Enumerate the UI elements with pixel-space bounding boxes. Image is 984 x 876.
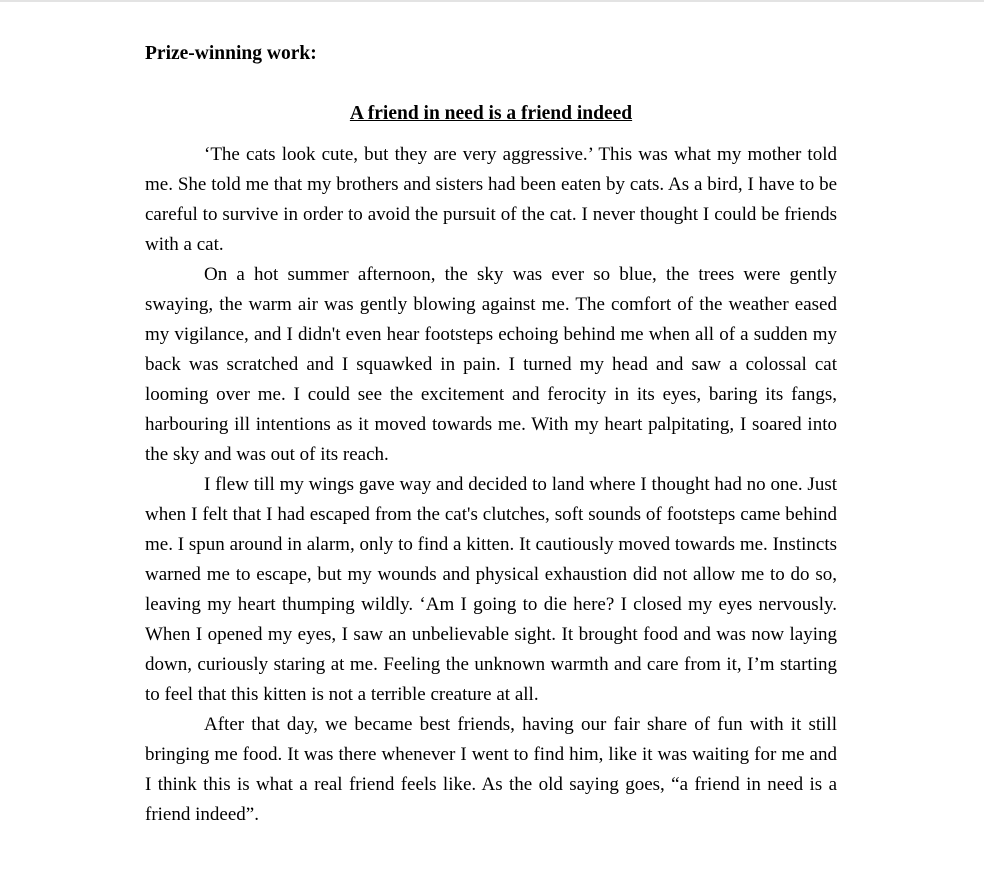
- document-page: [145, 40, 837, 830]
- essay-body: [145, 140, 837, 830]
- top-border: [0, 0, 984, 2]
- paragraph-1: ‘The cats look cute, but they are very aggressive.’ This was what my mother told me. She told me that my brothers and sisters had been eaten by cats. As a bird, I have to be careful to survive in order to avoid the pursuit of the cat. I never thought I could be friends with a cat.: [145, 144, 837, 255]
- paragraph-2: On a hot summer afternoon, the sky was ever so blue, the trees were gently swaying, the warm air was gently blowing against me. The comfort of the weather eased my vigilance, and I didn't even hear footsteps echoing behind me when all of a sudden my back was scratched and I squawked in pain. I turned my head and saw a colossal cat looming over me. I could see the excitement and ferocity in its eyes, baring its fangs, harbouring ill intentions as it moved towards me. With my heart palpitating, I soared into the sky and was out of its reach.: [145, 264, 837, 465]
- essay-title: A friend in need is a friend indeed: [349, 103, 633, 124]
- section-label: Prize-winning work:: [145, 43, 317, 64]
- paragraph-4: After that day, we became best friends, having our fair share of fun with it still bringing me food. It was there whenever I went to find him, like it was waiting for me and I think this is what a real friend feels like. As the old saying goes, “a friend in need is a friend indeed”.: [145, 714, 837, 825]
- paragraph-3: I flew till my wings gave way and decided to land where I thought had no one. Just when I felt that I had escaped from the cat's clutches, soft sounds of footsteps came behind me. I spun around in alarm, only to find a kitten. It cautiously moved towards me. Instincts warned me to escape, but my wounds and physical exhaustion did not allow me to do so, leaving my heart thumping wildly. ‘Am I going to die here? I closed my eyes nervously. When I opened my eyes, I saw an unbelievable sight. It brought food and was now laying down, curiously staring at me. Feeling the unknown warmth and care from it, I’m starting to feel that this kitten is not a terrible creature at all.: [145, 474, 837, 705]
